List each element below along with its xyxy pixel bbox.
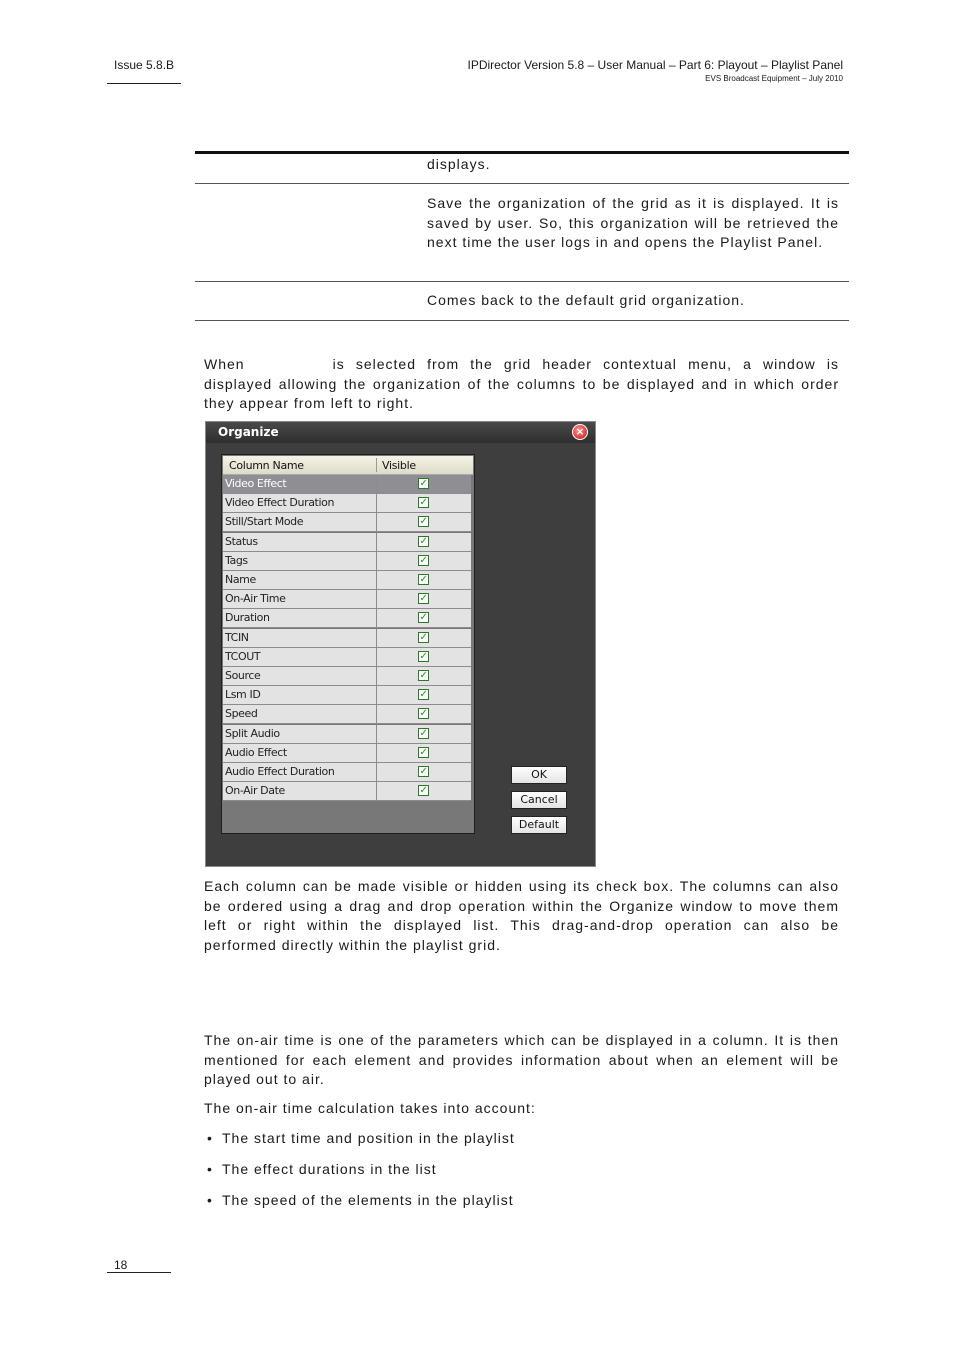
row-divider (376, 590, 377, 608)
row-column-name: Name (225, 573, 256, 586)
row-column-name: Video Effect (225, 477, 287, 490)
row-column-name: Duration (225, 611, 270, 625)
header-divider (376, 458, 377, 472)
list-item: • The start time and position in the playlist (207, 1130, 515, 1146)
table-cell-description: Save the organization of the grid as it is displayed. It is saved by user. So, this organization will be retrieved the next time the user logs in and opens the Playlist Panel. (427, 195, 839, 250)
visible-checkbox[interactable]: ✓ (419, 670, 428, 681)
table-row[interactable] (223, 705, 471, 724)
row-column-name: Audio Effect Duration (225, 765, 335, 778)
table-row[interactable] (223, 629, 471, 648)
row-column-name: On-Air Time (225, 592, 286, 606)
table-row[interactable] (223, 571, 471, 590)
table-row[interactable] (223, 667, 471, 686)
row-column-name: Tags (225, 553, 248, 567)
row-divider (376, 744, 377, 762)
list-item: • The speed of the elements in the playlist (207, 1192, 514, 1208)
dialog-title: Organize (218, 425, 279, 439)
table-row[interactable] (223, 782, 471, 801)
table-row[interactable] (223, 744, 471, 763)
column-name-header[interactable]: Column Name (229, 459, 304, 472)
issue-label: Issue 5.8.B (114, 58, 175, 72)
row-divider (376, 686, 377, 704)
bullet-icon: • (207, 1161, 213, 1177)
dialog-titlebar (206, 422, 595, 443)
row-column-name: TCOUT (225, 649, 261, 663)
row-divider (376, 648, 377, 666)
row-column-name: Audio Effect (225, 745, 287, 759)
visible-checkbox[interactable]: ✓ (419, 554, 428, 566)
table-row[interactable] (223, 513, 471, 532)
visible-checkbox[interactable]: ✓ (419, 766, 428, 777)
row-divider (376, 705, 377, 723)
columns-grid (221, 454, 475, 834)
table-row[interactable] (223, 609, 471, 628)
visible-checkbox[interactable]: ✓ (419, 612, 428, 624)
table-top-rule (195, 151, 849, 154)
intro-rest: is selected from the grid header contextual menu, a window is displayed allowing the organization of the columns to be displayed and in which order they appear from left to right. (204, 356, 839, 411)
row-column-name: Status (225, 534, 258, 548)
row-column-name: TCIN (225, 630, 249, 644)
visible-checkbox[interactable]: ✓ (419, 497, 428, 509)
row-column-name: On-Air Date (225, 784, 285, 798)
onair-paragraph: The on-air time is one of the parameters which can be displayed in a column. It is then mentioned for each element and provides information about when an element will be played out to air. (204, 1032, 839, 1087)
ok-button[interactable]: OK (511, 766, 567, 784)
visible-header[interactable]: Visible (382, 459, 416, 472)
table-row[interactable] (223, 725, 471, 744)
row-divider (376, 629, 377, 647)
cancel-button[interactable]: Cancel (511, 791, 567, 809)
grid-header (223, 456, 473, 475)
footer-rule (107, 1272, 171, 1273)
visible-checkbox[interactable]: ✓ (419, 516, 428, 528)
table-row[interactable] (223, 590, 471, 609)
visible-checkbox[interactable]: ✓ (419, 631, 428, 643)
close-icon[interactable]: × (572, 424, 588, 440)
table-row[interactable] (223, 686, 471, 705)
columns-paragraph: Each column can be made visible or hidden using its check box. The columns can also be ordered using a drag and drop operation within the Organize window to move them left or right within the displayed list. This drag-and-drop operation can also be performed directly within the playlist grid. (204, 878, 839, 953)
row-divider (376, 494, 377, 512)
row-divider (376, 725, 377, 743)
row-divider (376, 667, 377, 685)
visible-checkbox[interactable]: ✓ (419, 574, 428, 585)
visible-checkbox[interactable]: ✓ (419, 746, 428, 758)
visible-checkbox[interactable]: ✓ (419, 535, 428, 547)
table-row[interactable] (223, 533, 471, 552)
document-title: IPDirector Version 5.8 – User Manual – Part 6: Playout – Playlist Panel (467, 58, 843, 72)
intro-lead: When (204, 356, 245, 372)
visible-checkbox[interactable]: ✓ (419, 785, 428, 797)
row-column-name: Speed (225, 707, 258, 721)
row-divider (376, 475, 377, 493)
row-column-name: Split Audio (225, 726, 280, 740)
organize-dialog (205, 421, 596, 867)
row-divider (376, 552, 377, 570)
bullet-icon: • (207, 1130, 213, 1146)
row-column-name: Still/Start Mode (225, 515, 304, 529)
row-divider (376, 533, 377, 551)
row-column-name: Source (225, 669, 261, 682)
visible-checkbox[interactable]: ✓ (419, 650, 428, 662)
table-bottom-rule (195, 320, 849, 321)
table-row[interactable] (223, 648, 471, 667)
visible-checkbox[interactable]: ✓ (419, 727, 428, 739)
table-row-divider (195, 183, 849, 184)
row-divider (376, 513, 377, 531)
row-divider (376, 571, 377, 589)
list-item: • The effect durations in the list (207, 1161, 437, 1177)
table-row-divider (195, 281, 849, 282)
table-cell-description: displays. (427, 156, 491, 172)
document-subtitle: EVS Broadcast Equipment – July 2010 (705, 74, 843, 83)
calc-paragraph: The on-air time calculation takes into account: (204, 1100, 536, 1116)
row-column-name: Video Effect Duration (225, 496, 335, 510)
table-row[interactable] (223, 552, 471, 571)
page-number: 18 (114, 1258, 128, 1272)
default-button[interactable]: Default (511, 816, 567, 834)
visible-checkbox[interactable]: ✓ (419, 689, 428, 701)
header-rule (107, 83, 181, 84)
row-divider (376, 782, 377, 800)
row-column-name: Lsm ID (225, 688, 261, 702)
bullet-icon: • (207, 1192, 213, 1208)
table-cell-description: Comes back to the default grid organization. (427, 292, 745, 308)
table-row[interactable] (223, 763, 471, 782)
visible-checkbox[interactable]: ✓ (419, 708, 428, 720)
row-divider (376, 763, 377, 781)
visible-checkbox[interactable]: ✓ (419, 593, 428, 605)
visible-checkbox[interactable]: ✓ (419, 478, 428, 489)
table-row[interactable] (223, 494, 471, 513)
intro-paragraph (204, 355, 839, 414)
table-row[interactable] (223, 475, 471, 494)
row-divider (376, 609, 377, 627)
